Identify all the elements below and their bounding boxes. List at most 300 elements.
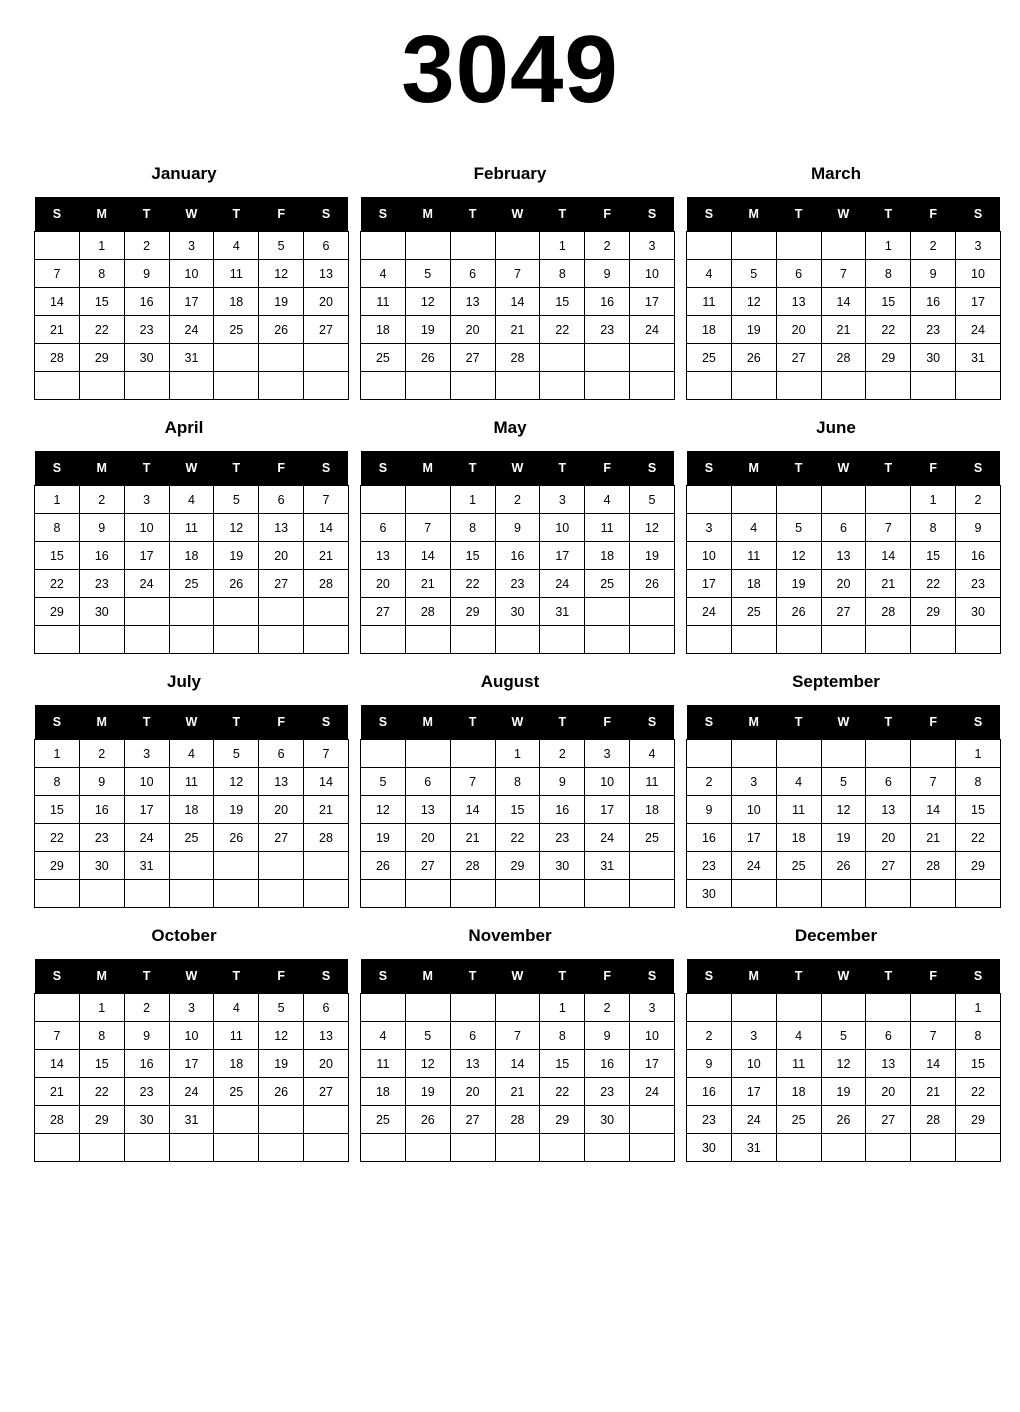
day-cell[interactable]: 18 <box>214 288 259 316</box>
day-cell[interactable]: 22 <box>956 1078 1001 1106</box>
day-cell[interactable]: 23 <box>124 316 169 344</box>
day-cell[interactable]: 24 <box>687 598 732 626</box>
day-cell[interactable]: 31 <box>731 1134 776 1162</box>
day-cell[interactable]: 7 <box>35 260 80 288</box>
day-cell[interactable]: 4 <box>169 740 214 768</box>
day-cell[interactable]: 23 <box>687 1106 732 1134</box>
day-cell[interactable]: 19 <box>630 542 675 570</box>
day-cell[interactable]: 26 <box>821 1106 866 1134</box>
day-cell[interactable]: 31 <box>169 1106 214 1134</box>
day-cell[interactable]: 26 <box>630 570 675 598</box>
day-cell[interactable]: 2 <box>956 486 1001 514</box>
day-cell[interactable]: 6 <box>259 486 304 514</box>
day-cell[interactable]: 9 <box>124 260 169 288</box>
day-cell[interactable]: 10 <box>731 1050 776 1078</box>
day-cell[interactable]: 17 <box>585 796 630 824</box>
day-cell[interactable]: 11 <box>214 260 259 288</box>
day-cell[interactable]: 30 <box>540 852 585 880</box>
day-cell[interactable]: 11 <box>214 1022 259 1050</box>
day-cell[interactable]: 2 <box>79 486 124 514</box>
day-cell[interactable]: 6 <box>866 1022 911 1050</box>
day-cell[interactable]: 27 <box>450 344 495 372</box>
day-cell[interactable]: 8 <box>79 1022 124 1050</box>
day-cell[interactable]: 28 <box>911 1106 956 1134</box>
day-cell[interactable]: 18 <box>169 542 214 570</box>
day-cell[interactable]: 17 <box>540 542 585 570</box>
day-cell[interactable]: 18 <box>731 570 776 598</box>
day-cell[interactable]: 21 <box>35 316 80 344</box>
day-cell[interactable]: 22 <box>540 316 585 344</box>
day-cell[interactable]: 29 <box>866 344 911 372</box>
day-cell[interactable]: 2 <box>124 232 169 260</box>
day-cell[interactable]: 15 <box>540 1050 585 1078</box>
day-cell[interactable]: 9 <box>687 796 732 824</box>
day-cell[interactable]: 8 <box>540 1022 585 1050</box>
day-cell[interactable]: 26 <box>405 1106 450 1134</box>
day-cell[interactable]: 7 <box>450 768 495 796</box>
day-cell[interactable]: 29 <box>79 1106 124 1134</box>
day-cell[interactable]: 14 <box>495 1050 540 1078</box>
day-cell[interactable]: 27 <box>259 570 304 598</box>
day-cell[interactable]: 15 <box>866 288 911 316</box>
day-cell[interactable]: 13 <box>866 796 911 824</box>
day-cell[interactable]: 25 <box>585 570 630 598</box>
day-cell[interactable]: 26 <box>731 344 776 372</box>
day-cell[interactable]: 17 <box>630 1050 675 1078</box>
day-cell[interactable]: 14 <box>911 1050 956 1078</box>
day-cell[interactable]: 9 <box>540 768 585 796</box>
day-cell[interactable]: 4 <box>776 1022 821 1050</box>
day-cell[interactable]: 12 <box>731 288 776 316</box>
day-cell[interactable]: 1 <box>495 740 540 768</box>
day-cell[interactable]: 28 <box>911 852 956 880</box>
day-cell[interactable]: 20 <box>450 1078 495 1106</box>
day-cell[interactable]: 4 <box>214 994 259 1022</box>
day-cell[interactable]: 7 <box>821 260 866 288</box>
day-cell[interactable]: 28 <box>495 344 540 372</box>
day-cell[interactable]: 12 <box>214 768 259 796</box>
day-cell[interactable]: 1 <box>956 994 1001 1022</box>
day-cell[interactable]: 22 <box>35 824 80 852</box>
day-cell[interactable]: 3 <box>630 232 675 260</box>
day-cell[interactable]: 23 <box>124 1078 169 1106</box>
day-cell[interactable]: 9 <box>585 260 630 288</box>
day-cell[interactable]: 30 <box>956 598 1001 626</box>
day-cell[interactable]: 29 <box>35 852 80 880</box>
day-cell[interactable]: 8 <box>35 768 80 796</box>
day-cell[interactable]: 6 <box>361 514 406 542</box>
day-cell[interactable]: 23 <box>79 570 124 598</box>
day-cell[interactable]: 29 <box>956 852 1001 880</box>
day-cell[interactable]: 5 <box>405 260 450 288</box>
day-cell[interactable]: 25 <box>776 1106 821 1134</box>
day-cell[interactable]: 10 <box>687 542 732 570</box>
day-cell[interactable]: 9 <box>956 514 1001 542</box>
day-cell[interactable]: 20 <box>304 1050 349 1078</box>
day-cell[interactable]: 5 <box>361 768 406 796</box>
day-cell[interactable]: 24 <box>169 1078 214 1106</box>
day-cell[interactable]: 20 <box>450 316 495 344</box>
day-cell[interactable]: 12 <box>405 1050 450 1078</box>
day-cell[interactable]: 19 <box>214 796 259 824</box>
day-cell[interactable]: 3 <box>124 740 169 768</box>
day-cell[interactable]: 22 <box>866 316 911 344</box>
day-cell[interactable]: 25 <box>731 598 776 626</box>
day-cell[interactable]: 7 <box>304 486 349 514</box>
day-cell[interactable]: 31 <box>540 598 585 626</box>
day-cell[interactable]: 3 <box>169 232 214 260</box>
day-cell[interactable]: 3 <box>731 768 776 796</box>
day-cell[interactable]: 12 <box>405 288 450 316</box>
day-cell[interactable]: 20 <box>361 570 406 598</box>
day-cell[interactable]: 5 <box>630 486 675 514</box>
day-cell[interactable]: 26 <box>405 344 450 372</box>
day-cell[interactable]: 25 <box>361 344 406 372</box>
day-cell[interactable]: 6 <box>405 768 450 796</box>
day-cell[interactable]: 25 <box>630 824 675 852</box>
day-cell[interactable]: 24 <box>585 824 630 852</box>
day-cell[interactable]: 14 <box>495 288 540 316</box>
day-cell[interactable]: 11 <box>731 542 776 570</box>
day-cell[interactable]: 20 <box>259 796 304 824</box>
day-cell[interactable]: 27 <box>405 852 450 880</box>
day-cell[interactable]: 24 <box>124 824 169 852</box>
day-cell[interactable]: 7 <box>495 1022 540 1050</box>
day-cell[interactable]: 23 <box>540 824 585 852</box>
day-cell[interactable]: 13 <box>450 288 495 316</box>
day-cell[interactable]: 1 <box>35 740 80 768</box>
day-cell[interactable]: 18 <box>687 316 732 344</box>
day-cell[interactable]: 1 <box>911 486 956 514</box>
day-cell[interactable]: 13 <box>259 514 304 542</box>
day-cell[interactable]: 21 <box>304 796 349 824</box>
day-cell[interactable]: 30 <box>911 344 956 372</box>
day-cell[interactable]: 4 <box>585 486 630 514</box>
day-cell[interactable]: 3 <box>630 994 675 1022</box>
day-cell[interactable]: 2 <box>687 1022 732 1050</box>
day-cell[interactable]: 15 <box>911 542 956 570</box>
day-cell[interactable]: 8 <box>35 514 80 542</box>
day-cell[interactable]: 18 <box>630 796 675 824</box>
day-cell[interactable]: 19 <box>361 824 406 852</box>
day-cell[interactable]: 22 <box>79 1078 124 1106</box>
day-cell[interactable]: 26 <box>821 852 866 880</box>
day-cell[interactable]: 20 <box>405 824 450 852</box>
day-cell[interactable]: 11 <box>776 1050 821 1078</box>
day-cell[interactable]: 18 <box>169 796 214 824</box>
day-cell[interactable]: 23 <box>495 570 540 598</box>
day-cell[interactable]: 15 <box>450 542 495 570</box>
day-cell[interactable]: 28 <box>450 852 495 880</box>
day-cell[interactable]: 3 <box>585 740 630 768</box>
day-cell[interactable]: 29 <box>911 598 956 626</box>
day-cell[interactable]: 31 <box>169 344 214 372</box>
day-cell[interactable]: 23 <box>911 316 956 344</box>
day-cell[interactable]: 28 <box>304 570 349 598</box>
day-cell[interactable]: 15 <box>79 288 124 316</box>
day-cell[interactable]: 7 <box>495 260 540 288</box>
day-cell[interactable]: 25 <box>169 570 214 598</box>
day-cell[interactable]: 27 <box>866 852 911 880</box>
day-cell[interactable]: 9 <box>687 1050 732 1078</box>
day-cell[interactable]: 21 <box>304 542 349 570</box>
day-cell[interactable]: 7 <box>405 514 450 542</box>
day-cell[interactable]: 15 <box>956 796 1001 824</box>
day-cell[interactable]: 11 <box>361 1050 406 1078</box>
day-cell[interactable]: 5 <box>821 768 866 796</box>
day-cell[interactable]: 2 <box>585 232 630 260</box>
day-cell[interactable]: 3 <box>124 486 169 514</box>
day-cell[interactable]: 10 <box>585 768 630 796</box>
day-cell[interactable]: 8 <box>911 514 956 542</box>
day-cell[interactable]: 10 <box>169 260 214 288</box>
day-cell[interactable]: 31 <box>585 852 630 880</box>
day-cell[interactable]: 7 <box>911 1022 956 1050</box>
day-cell[interactable]: 15 <box>540 288 585 316</box>
day-cell[interactable]: 28 <box>866 598 911 626</box>
day-cell[interactable]: 16 <box>956 542 1001 570</box>
day-cell[interactable]: 13 <box>405 796 450 824</box>
day-cell[interactable]: 6 <box>304 232 349 260</box>
day-cell[interactable]: 9 <box>911 260 956 288</box>
day-cell[interactable]: 11 <box>630 768 675 796</box>
day-cell[interactable]: 12 <box>361 796 406 824</box>
day-cell[interactable]: 6 <box>304 994 349 1022</box>
day-cell[interactable]: 22 <box>495 824 540 852</box>
day-cell[interactable]: 1 <box>450 486 495 514</box>
day-cell[interactable]: 24 <box>124 570 169 598</box>
day-cell[interactable]: 6 <box>866 768 911 796</box>
day-cell[interactable]: 16 <box>687 824 732 852</box>
day-cell[interactable]: 14 <box>35 1050 80 1078</box>
day-cell[interactable]: 12 <box>776 542 821 570</box>
day-cell[interactable]: 6 <box>450 260 495 288</box>
day-cell[interactable]: 10 <box>540 514 585 542</box>
day-cell[interactable]: 3 <box>540 486 585 514</box>
day-cell[interactable]: 21 <box>450 824 495 852</box>
day-cell[interactable]: 23 <box>585 1078 630 1106</box>
day-cell[interactable]: 26 <box>776 598 821 626</box>
day-cell[interactable]: 16 <box>124 288 169 316</box>
day-cell[interactable]: 16 <box>911 288 956 316</box>
day-cell[interactable]: 4 <box>776 768 821 796</box>
day-cell[interactable]: 19 <box>405 1078 450 1106</box>
day-cell[interactable]: 13 <box>304 260 349 288</box>
day-cell[interactable]: 2 <box>687 768 732 796</box>
day-cell[interactable]: 24 <box>956 316 1001 344</box>
day-cell[interactable]: 2 <box>124 994 169 1022</box>
day-cell[interactable]: 16 <box>585 1050 630 1078</box>
day-cell[interactable]: 11 <box>169 514 214 542</box>
day-cell[interactable]: 3 <box>169 994 214 1022</box>
day-cell[interactable]: 14 <box>304 514 349 542</box>
day-cell[interactable]: 12 <box>821 1050 866 1078</box>
day-cell[interactable]: 22 <box>956 824 1001 852</box>
day-cell[interactable]: 17 <box>956 288 1001 316</box>
day-cell[interactable]: 11 <box>361 288 406 316</box>
day-cell[interactable]: 7 <box>35 1022 80 1050</box>
day-cell[interactable]: 28 <box>304 824 349 852</box>
day-cell[interactable]: 16 <box>79 796 124 824</box>
day-cell[interactable]: 27 <box>304 1078 349 1106</box>
day-cell[interactable]: 21 <box>35 1078 80 1106</box>
day-cell[interactable]: 22 <box>450 570 495 598</box>
day-cell[interactable]: 15 <box>35 542 80 570</box>
day-cell[interactable]: 27 <box>259 824 304 852</box>
day-cell[interactable]: 24 <box>630 316 675 344</box>
day-cell[interactable]: 16 <box>687 1078 732 1106</box>
day-cell[interactable]: 25 <box>169 824 214 852</box>
day-cell[interactable]: 20 <box>304 288 349 316</box>
day-cell[interactable]: 25 <box>776 852 821 880</box>
day-cell[interactable]: 8 <box>79 260 124 288</box>
day-cell[interactable]: 9 <box>79 514 124 542</box>
day-cell[interactable]: 13 <box>304 1022 349 1050</box>
day-cell[interactable]: 27 <box>866 1106 911 1134</box>
day-cell[interactable]: 25 <box>361 1106 406 1134</box>
day-cell[interactable]: 21 <box>866 570 911 598</box>
day-cell[interactable]: 23 <box>687 852 732 880</box>
day-cell[interactable]: 1 <box>866 232 911 260</box>
day-cell[interactable]: 14 <box>450 796 495 824</box>
day-cell[interactable]: 18 <box>776 1078 821 1106</box>
day-cell[interactable]: 14 <box>911 796 956 824</box>
day-cell[interactable]: 16 <box>495 542 540 570</box>
day-cell[interactable]: 21 <box>821 316 866 344</box>
day-cell[interactable]: 28 <box>495 1106 540 1134</box>
day-cell[interactable]: 16 <box>124 1050 169 1078</box>
day-cell[interactable]: 1 <box>540 994 585 1022</box>
day-cell[interactable]: 29 <box>450 598 495 626</box>
day-cell[interactable]: 14 <box>821 288 866 316</box>
day-cell[interactable]: 27 <box>304 316 349 344</box>
day-cell[interactable]: 27 <box>776 344 821 372</box>
day-cell[interactable]: 9 <box>495 514 540 542</box>
day-cell[interactable]: 19 <box>405 316 450 344</box>
day-cell[interactable]: 2 <box>495 486 540 514</box>
day-cell[interactable]: 18 <box>214 1050 259 1078</box>
day-cell[interactable]: 29 <box>35 598 80 626</box>
day-cell[interactable]: 27 <box>361 598 406 626</box>
day-cell[interactable]: 30 <box>495 598 540 626</box>
day-cell[interactable]: 24 <box>630 1078 675 1106</box>
day-cell[interactable]: 10 <box>731 796 776 824</box>
day-cell[interactable]: 23 <box>79 824 124 852</box>
day-cell[interactable]: 16 <box>585 288 630 316</box>
day-cell[interactable]: 29 <box>540 1106 585 1134</box>
day-cell[interactable]: 13 <box>866 1050 911 1078</box>
day-cell[interactable]: 17 <box>124 796 169 824</box>
day-cell[interactable]: 10 <box>630 1022 675 1050</box>
day-cell[interactable]: 17 <box>630 288 675 316</box>
day-cell[interactable]: 13 <box>450 1050 495 1078</box>
day-cell[interactable]: 7 <box>911 768 956 796</box>
day-cell[interactable]: 10 <box>169 1022 214 1050</box>
day-cell[interactable]: 8 <box>495 768 540 796</box>
day-cell[interactable]: 2 <box>911 232 956 260</box>
day-cell[interactable]: 21 <box>495 1078 540 1106</box>
day-cell[interactable]: 7 <box>866 514 911 542</box>
day-cell[interactable]: 15 <box>79 1050 124 1078</box>
day-cell[interactable]: 18 <box>585 542 630 570</box>
day-cell[interactable]: 6 <box>776 260 821 288</box>
day-cell[interactable]: 21 <box>405 570 450 598</box>
day-cell[interactable]: 29 <box>79 344 124 372</box>
day-cell[interactable]: 4 <box>169 486 214 514</box>
day-cell[interactable]: 24 <box>731 1106 776 1134</box>
day-cell[interactable]: 5 <box>214 740 259 768</box>
day-cell[interactable]: 17 <box>687 570 732 598</box>
day-cell[interactable]: 3 <box>956 232 1001 260</box>
day-cell[interactable]: 30 <box>687 1134 732 1162</box>
day-cell[interactable]: 27 <box>821 598 866 626</box>
day-cell[interactable]: 2 <box>585 994 630 1022</box>
day-cell[interactable]: 20 <box>776 316 821 344</box>
day-cell[interactable]: 19 <box>776 570 821 598</box>
day-cell[interactable]: 23 <box>956 570 1001 598</box>
day-cell[interactable]: 19 <box>259 288 304 316</box>
day-cell[interactable]: 12 <box>259 260 304 288</box>
day-cell[interactable]: 13 <box>259 768 304 796</box>
day-cell[interactable]: 17 <box>731 1078 776 1106</box>
day-cell[interactable]: 19 <box>821 1078 866 1106</box>
day-cell[interactable]: 26 <box>214 570 259 598</box>
day-cell[interactable]: 24 <box>540 570 585 598</box>
day-cell[interactable]: 4 <box>630 740 675 768</box>
day-cell[interactable]: 22 <box>35 570 80 598</box>
day-cell[interactable]: 20 <box>821 570 866 598</box>
day-cell[interactable]: 28 <box>405 598 450 626</box>
day-cell[interactable]: 29 <box>495 852 540 880</box>
day-cell[interactable]: 5 <box>259 994 304 1022</box>
day-cell[interactable]: 21 <box>911 824 956 852</box>
day-cell[interactable]: 22 <box>540 1078 585 1106</box>
day-cell[interactable]: 1 <box>35 486 80 514</box>
day-cell[interactable]: 19 <box>259 1050 304 1078</box>
day-cell[interactable]: 8 <box>866 260 911 288</box>
day-cell[interactable]: 28 <box>35 1106 80 1134</box>
day-cell[interactable]: 23 <box>585 316 630 344</box>
day-cell[interactable]: 24 <box>169 316 214 344</box>
day-cell[interactable]: 31 <box>956 344 1001 372</box>
day-cell[interactable]: 5 <box>405 1022 450 1050</box>
day-cell[interactable]: 9 <box>124 1022 169 1050</box>
day-cell[interactable]: 30 <box>585 1106 630 1134</box>
day-cell[interactable]: 26 <box>259 316 304 344</box>
day-cell[interactable]: 9 <box>585 1022 630 1050</box>
day-cell[interactable]: 12 <box>259 1022 304 1050</box>
day-cell[interactable]: 12 <box>630 514 675 542</box>
day-cell[interactable]: 7 <box>304 740 349 768</box>
day-cell[interactable]: 17 <box>169 288 214 316</box>
day-cell[interactable]: 11 <box>776 796 821 824</box>
day-cell[interactable]: 9 <box>79 768 124 796</box>
day-cell[interactable]: 26 <box>361 852 406 880</box>
day-cell[interactable]: 6 <box>821 514 866 542</box>
day-cell[interactable]: 22 <box>911 570 956 598</box>
day-cell[interactable]: 6 <box>450 1022 495 1050</box>
day-cell[interactable]: 5 <box>821 1022 866 1050</box>
day-cell[interactable]: 19 <box>821 824 866 852</box>
day-cell[interactable]: 8 <box>956 768 1001 796</box>
day-cell[interactable]: 10 <box>124 768 169 796</box>
day-cell[interactable]: 11 <box>585 514 630 542</box>
day-cell[interactable]: 28 <box>821 344 866 372</box>
day-cell[interactable]: 30 <box>687 880 732 908</box>
day-cell[interactable]: 15 <box>495 796 540 824</box>
day-cell[interactable]: 24 <box>731 852 776 880</box>
day-cell[interactable]: 20 <box>259 542 304 570</box>
